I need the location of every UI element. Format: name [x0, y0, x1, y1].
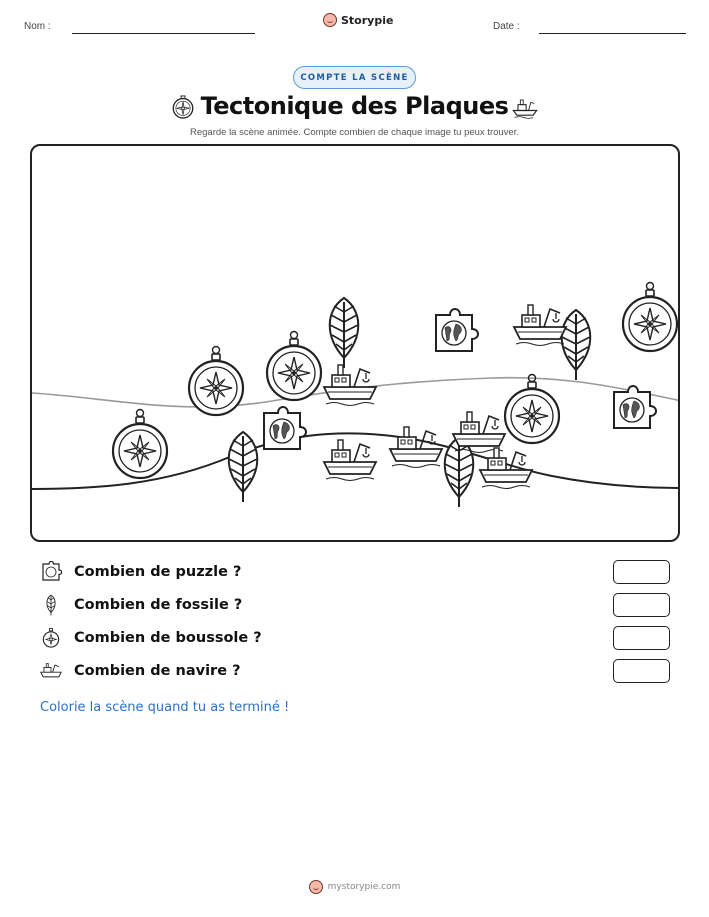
- ship-icon: [511, 94, 539, 120]
- compass-icon: [113, 410, 167, 479]
- question-label: Combien de boussole ?: [74, 630, 262, 646]
- answer-box-puzzle[interactable]: [613, 560, 670, 584]
- fossil-leaf-icon: [562, 310, 591, 380]
- answer-box-fossil[interactable]: [613, 593, 670, 617]
- name-label: Nom :: [24, 21, 51, 32]
- fossil-leaf-icon: [330, 298, 359, 368]
- compass-icon: [189, 347, 243, 416]
- scene-panel[interactable]: [30, 144, 680, 542]
- puzzle-globe-icon: [436, 309, 478, 351]
- ship-icon: [324, 440, 376, 481]
- compass-icon: [623, 283, 677, 352]
- puzzle-globe-icon: [614, 386, 656, 428]
- page-title: Tectonique des Plaques: [200, 92, 509, 120]
- date-line[interactable]: [539, 33, 686, 34]
- question-label: Combien de puzzle ?: [74, 564, 242, 580]
- mascot-icon: [309, 880, 323, 894]
- question-row-puzzle: [40, 560, 670, 584]
- fossil-leaf-icon: [40, 594, 62, 616]
- ship-icon: [40, 660, 62, 682]
- date-label: Date :: [493, 21, 520, 32]
- compass-icon: [40, 627, 62, 649]
- answer-box-compass[interactable]: [613, 626, 670, 650]
- brand-name: Storypie: [341, 13, 394, 27]
- puzzle-globe-icon: [264, 407, 306, 449]
- fossil-leaf-icon: [445, 437, 474, 507]
- footer: [0, 880, 709, 894]
- compass-icon: [267, 332, 321, 401]
- puzzle-icon: [40, 561, 62, 583]
- footer-url[interactable]: mystorypie.com: [327, 882, 401, 892]
- ship-icon: [453, 412, 505, 453]
- question-label: Combien de fossile ?: [74, 597, 243, 613]
- ship-icon: [514, 305, 566, 346]
- fossil-leaf-icon: [229, 432, 258, 502]
- name-line[interactable]: [72, 33, 255, 34]
- mascot-icon: [323, 13, 337, 27]
- question-row-fossil: [40, 593, 670, 617]
- answer-box-ship[interactable]: [613, 659, 670, 683]
- brand-logo: [323, 13, 393, 27]
- coloring-note: Colorie la scène quand tu as terminé !: [40, 700, 290, 715]
- activity-badge: COMPTE LA SCÈNE: [293, 66, 416, 89]
- question-label: Combien de navire ?: [74, 663, 241, 679]
- compass-icon: [505, 375, 559, 444]
- question-row-ship: [40, 659, 670, 683]
- instructions: Regarde la scène animée. Compte combien de chaque image tu peux trouver.: [189, 127, 519, 138]
- ship-icon: [390, 427, 442, 468]
- question-row-compass: [40, 626, 670, 650]
- ship-icon: [324, 365, 376, 406]
- scene-illustration: [32, 146, 680, 542]
